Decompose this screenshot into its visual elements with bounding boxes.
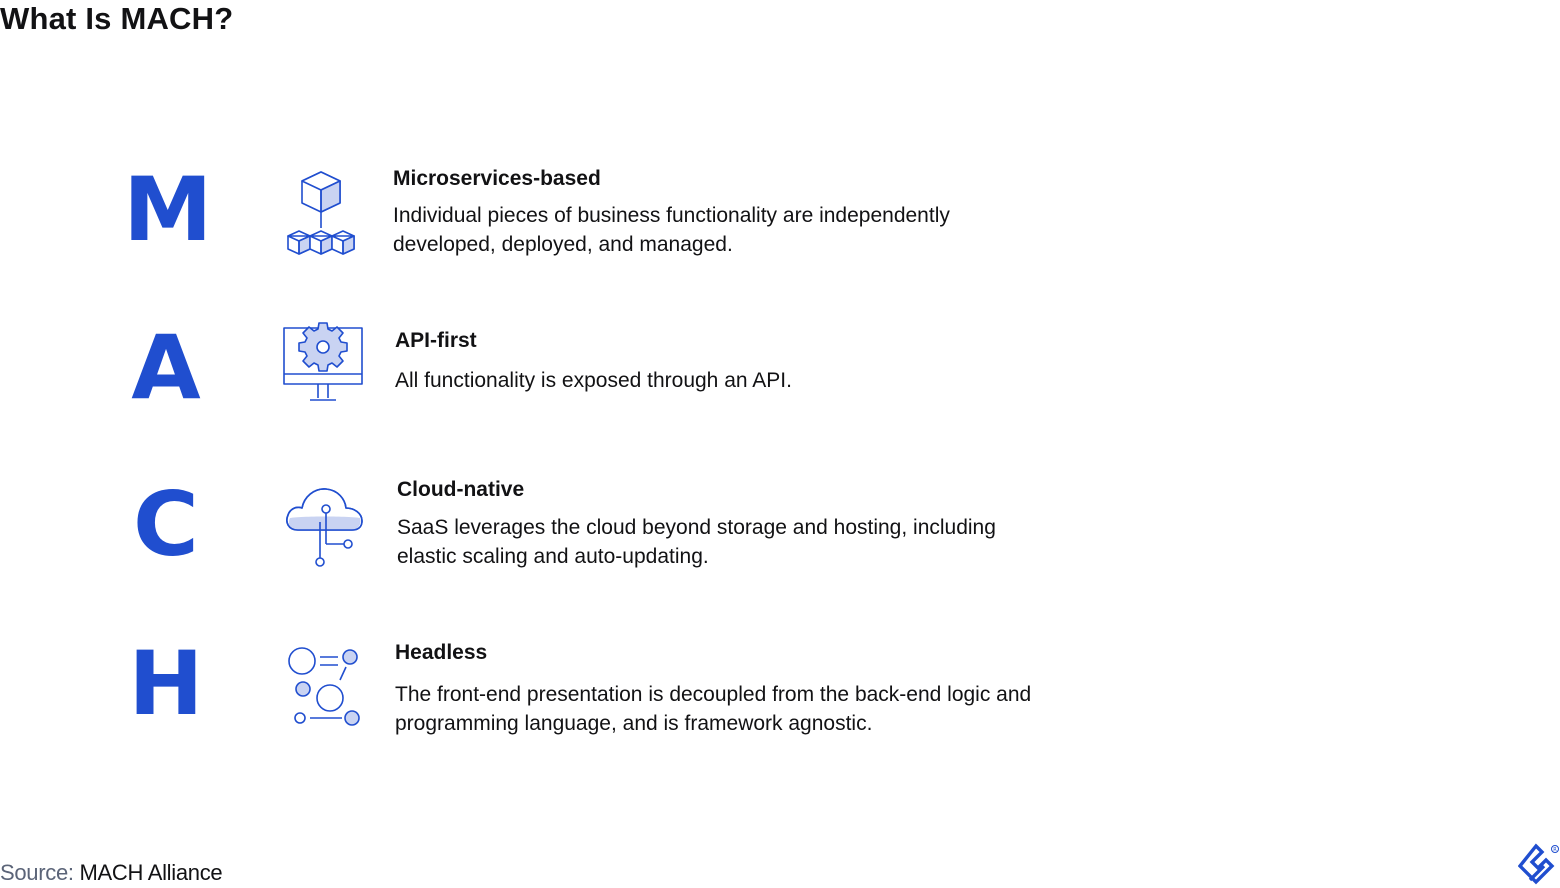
letter-a: A — [131, 316, 201, 419]
description-line: All functionality is exposed through an API. — [395, 369, 792, 392]
page-title: What Is MACH? — [0, 1, 234, 36]
cloud-network-icon — [280, 482, 368, 572]
source-value: MACH Alliance — [79, 860, 223, 885]
description-line: elastic scaling and auto-updating. — [397, 545, 709, 568]
svg-text:R: R — [1553, 847, 1557, 853]
description-headless — [395, 680, 1155, 738]
letter-m: M — [123, 158, 213, 261]
toptal-logo-icon — [1518, 842, 1560, 888]
source-attribution — [0, 858, 222, 888]
monitor-gear-icon — [280, 318, 368, 408]
description-line: SaaS leverages the cloud beyond storage and hosting, including — [397, 516, 996, 539]
heading-api-first: API-first — [395, 329, 477, 352]
description-microservices — [393, 201, 1153, 259]
cubes-icon — [280, 168, 368, 258]
nodes-icon — [280, 642, 368, 732]
description-line: Individual pieces of business functionality are independently — [393, 204, 950, 227]
description-line: developed, deployed, and managed. — [393, 233, 733, 256]
letter-c: C — [133, 473, 199, 576]
description-line: programming language, and is framework agnostic. — [395, 712, 873, 735]
heading-cloud-native: Cloud-native — [397, 478, 525, 501]
heading-microservices: Microservices-based — [393, 167, 601, 190]
description-cloud-native — [397, 513, 1157, 571]
description-api-first — [395, 366, 1155, 395]
description-line: The front-end presentation is decoupled from the back-end logic and — [395, 683, 1032, 706]
letter-h: H — [128, 632, 204, 735]
heading-headless: Headless — [395, 641, 488, 664]
source-label: Source: — [0, 860, 74, 885]
